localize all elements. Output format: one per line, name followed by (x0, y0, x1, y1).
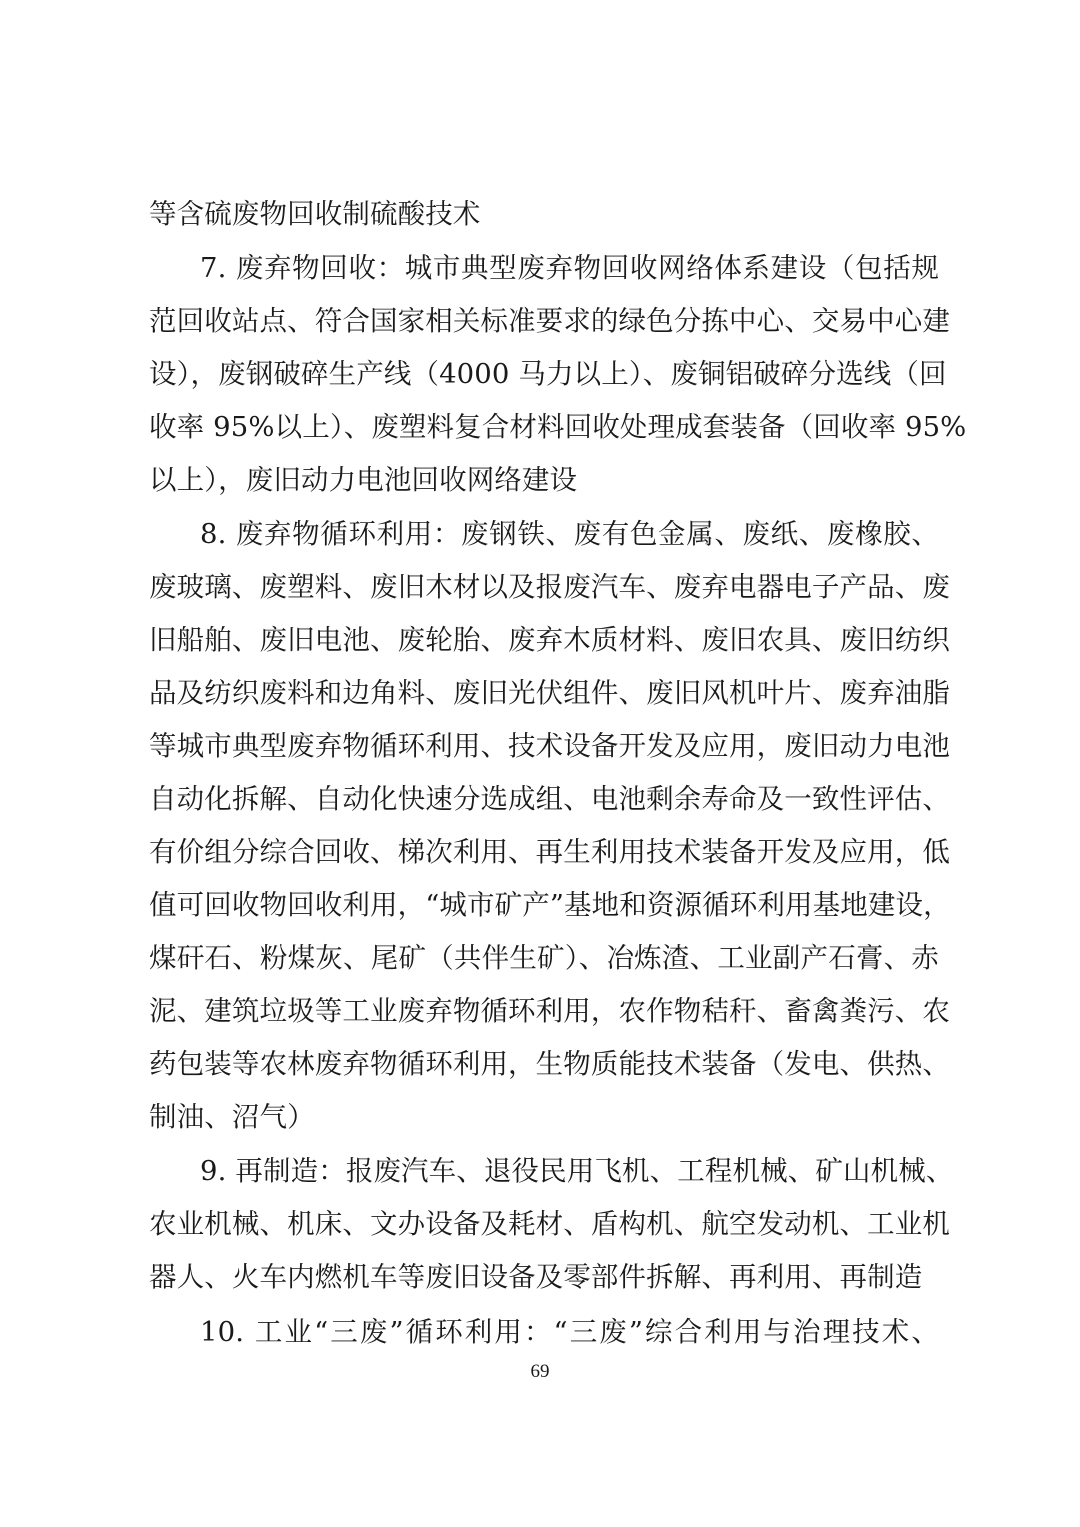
text-line: 泥、建筑垃圾等工业废弃物循环利用，农作物秸秆、畜禽粪污、农 (149, 995, 950, 1027)
text-line: 10. 工业“三废”循环利用：“三废”综合利用与治理技术、 (200, 1316, 939, 1348)
text-line: 8. 废弃物循环利用：废钢铁、废有色金属、废纸、废橡胶、 (200, 518, 939, 550)
text-line: 器人、火车内燃机车等废旧设备及零部件拆解、再利用、再制造 (149, 1261, 923, 1293)
text-line: 值可回收物回收利用，“城市矿产”基地和资源循环利用基地建设， (149, 889, 951, 921)
text-line: 旧船舶、废旧电池、废轮胎、废弃木质材料、废旧农具、废旧纺织 (149, 624, 950, 656)
text-line: 设），废钢破碎生产线（4000 马力以上）、废铜铝破碎分选线（回 (149, 358, 947, 390)
text-line: 自动化拆解、自动化快速分选成组、电池剩余寿命及一致性评估、 (149, 783, 950, 815)
text-line: 制油、沼气） (149, 1101, 315, 1133)
text-line: 收率 95%以上）、废塑料复合材料回收处理成套装备（回收率 95% (149, 411, 967, 443)
text-line: 有价组分综合回收、梯次利用、再生利用技术装备开发及应用，低 (149, 836, 950, 868)
text-line: 9. 再制造：报废汽车、退役民用飞机、工程机械、矿山机械、 (200, 1155, 954, 1187)
text-line: 范回收站点、符合国家相关标准要求的绿色分拣中心、交易中心建 (149, 305, 950, 337)
text-line: 废玻璃、废塑料、废旧木材以及报废汽车、废弃电器电子产品、废 (149, 571, 950, 603)
text-line: 煤矸石、粉煤灰、尾矿（共伴生矿）、冶炼渣、工业副产石膏、赤 (149, 942, 939, 974)
text-line: 等含硫废物回收制硫酸技术 (149, 198, 481, 230)
text-line: 以上），废旧动力电池回收网络建设 (149, 464, 578, 496)
text-line: 农业机械、机床、文办设备及耗材、盾构机、航空发动机、工业机 (149, 1208, 950, 1240)
text-line: 品及纺织废料和边角料、废旧光伏组件、废旧风机叶片、废弃油脂 (149, 677, 950, 709)
text-line: 7. 废弃物回收：城市典型废弃物回收网络体系建设（包括规 (200, 252, 939, 284)
text-line: 等城市典型废弃物循环利用、技术设备开发及应用，废旧动力电池 (149, 730, 950, 762)
text-line: 药包装等农林废弃物循环利用，生物质能技术装备（发电、供热、 (149, 1048, 950, 1080)
page-number: 69 (530, 1361, 550, 1382)
